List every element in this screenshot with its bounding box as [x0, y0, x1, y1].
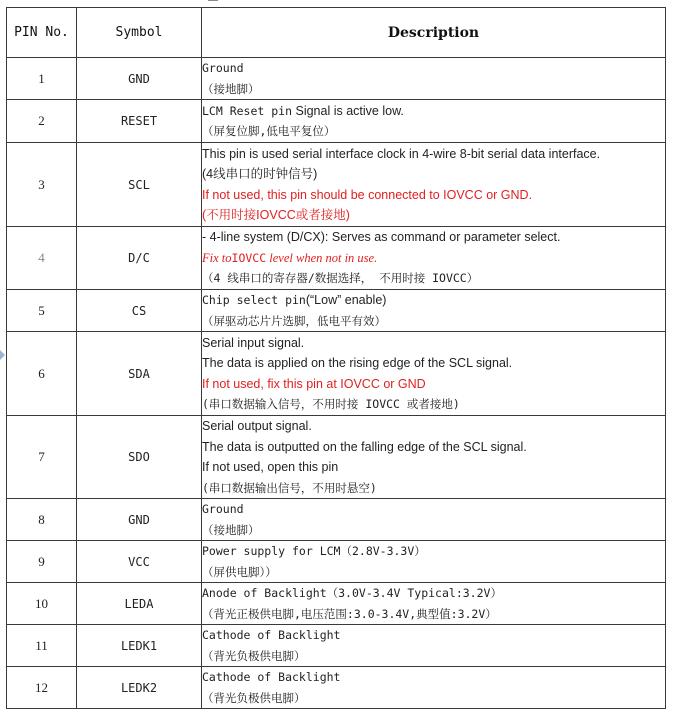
description-text: IOVCC [231, 250, 267, 265]
description-line: （屏供电脚）） [202, 564, 277, 579]
header-symbol: Symbol [77, 8, 202, 58]
pin-number: 6 [7, 332, 77, 416]
description-line: This pin is used serial interface clock in 4-wire 8-bit serial data interface. [202, 146, 601, 161]
description-line: Serial input signal. [202, 335, 305, 350]
description-line: Cathode of Backlight [202, 628, 341, 642]
pin-description [202, 583, 666, 625]
pin-symbol: SDA [77, 332, 202, 416]
description-line: （背光负极供电脚） [202, 690, 306, 705]
description-line [202, 101, 665, 122]
table-row [7, 290, 666, 332]
description-line: Power supply for LCM（2.8V-3.3V） [202, 544, 426, 558]
description-line [202, 248, 665, 269]
pin-symbol: GND [77, 499, 202, 541]
pin-symbol: LEDK2 [77, 667, 202, 709]
description-line: （接地脚） [202, 81, 260, 96]
pin-description [202, 625, 666, 667]
description-line: The data is applied on the rising edge of the SCL signal. [202, 356, 513, 370]
pin-number: 3 [7, 143, 77, 227]
description-text: LCM Reset pin [202, 103, 293, 118]
table-row [7, 625, 666, 667]
table-row [7, 332, 666, 416]
description-line: （背光负极供电脚） [202, 648, 306, 663]
pin-description [202, 227, 666, 290]
description-line: The data is outputted on the falling edge of the SCL signal. [202, 439, 527, 454]
description-line: (不用时接IOVCC或者接地) [202, 208, 350, 222]
table-row [7, 100, 666, 143]
pin-description [202, 100, 666, 143]
pin-symbol: LEDA [77, 583, 202, 625]
pin-symbol: CS [77, 290, 202, 332]
table-row [7, 416, 666, 499]
top-edge [0, 0, 686, 6]
pin-symbol: RESET [77, 100, 202, 143]
description-line: If not used, this pin should be connected to IOVCC or GND. [202, 187, 533, 202]
pin-description [202, 499, 666, 541]
table-row [7, 143, 666, 227]
description-line: Ground [202, 502, 244, 516]
table-row [7, 227, 666, 290]
description-line [202, 290, 665, 311]
description-line: Ground [202, 61, 244, 75]
pin-symbol: LEDK1 [77, 625, 202, 667]
pin-symbol: D/C [77, 227, 202, 290]
pin-number: 8 [7, 499, 77, 541]
description-line: Cathode of Backlight [202, 670, 341, 684]
pin-description [202, 58, 666, 100]
table-row [7, 58, 666, 100]
pin-description [202, 416, 666, 499]
description-line: （接地脚） [202, 522, 260, 537]
pin-number: 7 [7, 416, 77, 499]
description-line: (4线串口的时钟信号) [202, 167, 318, 181]
description-line: If not used, open this pin [202, 460, 339, 474]
description-text: level when not in use. [266, 250, 378, 265]
pin-number: 12 [7, 667, 77, 709]
left-edge-arrow-icon [0, 350, 5, 360]
pin-table [6, 7, 666, 709]
pin-description [202, 667, 666, 709]
table-header-row [7, 8, 666, 58]
description-text: Fix to [202, 250, 232, 265]
pin-symbol: VCC [77, 541, 202, 583]
table-row [7, 583, 666, 625]
pin-symbol: SDO [77, 416, 202, 499]
description-text: (“Low” enable) [305, 293, 387, 307]
pin-description [202, 143, 666, 227]
pin-symbol: GND [77, 58, 202, 100]
top-edge-mark [208, 0, 218, 4]
description-line: If not used, fix this pin at IOVCC or GND [202, 376, 426, 391]
header-description: Description [202, 8, 666, 58]
table-row [7, 499, 666, 541]
table-row [7, 541, 666, 583]
description-line: （背光正极供电脚,电压范围:3.0-3.4V,典型值:3.2V） [202, 606, 497, 621]
description-line: （4 线串口的寄存器/数据选择， 不用时接 IOVCC） [202, 271, 479, 286]
pin-number: 11 [7, 625, 77, 667]
header-pin-no: PIN No. [7, 8, 77, 58]
description-text: Chip select pin [202, 293, 306, 307]
description-line: Serial output signal. [202, 419, 312, 433]
description-line: （屏驱动芯片片选脚，低电平有效） [202, 313, 386, 328]
pin-description [202, 332, 666, 416]
description-text: Signal is active low. [292, 103, 404, 118]
pin-number: 2 [7, 100, 77, 143]
table-row [7, 667, 666, 709]
description-line: Anode of Backlight（3.0V-3.4V Typical:3.2V） [202, 586, 502, 600]
pin-description [202, 290, 666, 332]
description-line: (串口数据输出信号，不用时悬空) [202, 480, 377, 495]
pin-number: 9 [7, 541, 77, 583]
pin-number: 10 [7, 583, 77, 625]
description-line: (串口数据输入信号，不用时接 IOVCC 或者接地) [202, 397, 460, 411]
pin-number: 4 [7, 227, 77, 290]
description-line: - 4-line system (D/CX): Serves as command or parameter select. [202, 230, 561, 245]
pin-number: 1 [7, 58, 77, 100]
description-line: （屏复位脚,低电平复位） [202, 124, 336, 138]
pin-description [202, 541, 666, 583]
pin-symbol: SCL [77, 143, 202, 227]
pin-number: 5 [7, 290, 77, 332]
